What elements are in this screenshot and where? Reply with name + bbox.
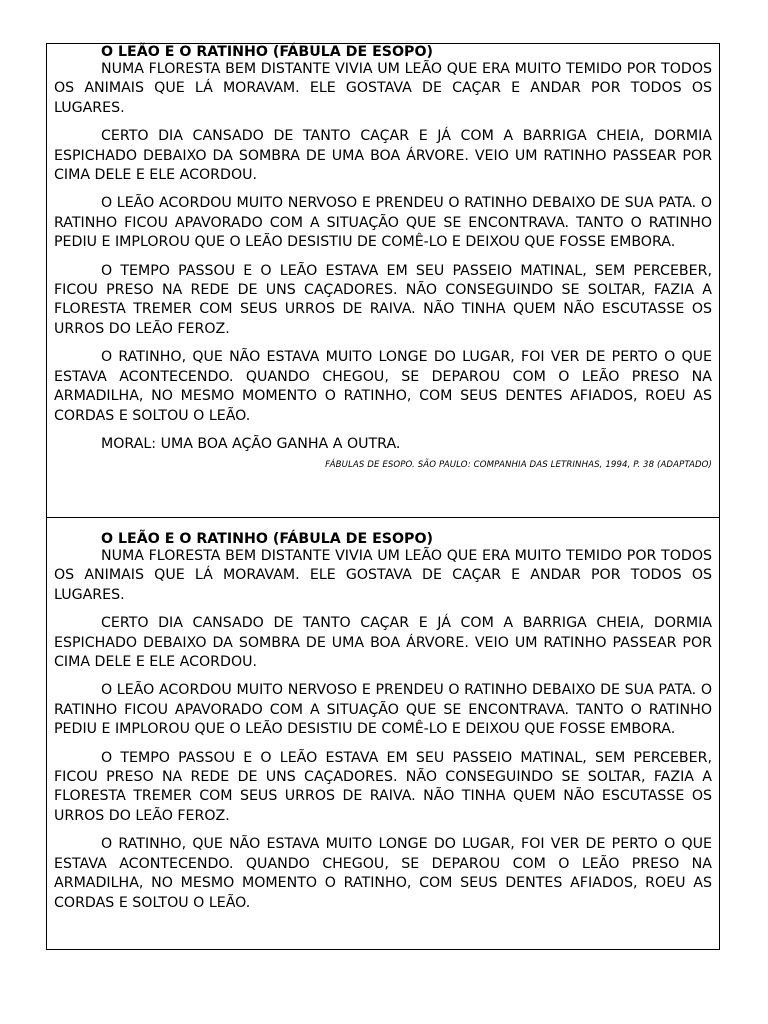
story-copy-1	[47, 44, 719, 517]
story-paragraph-4: O TEMPO PASSOU E O LEÃO ESTAVA EM SEU PASSEIO MATINAL, SEM PERCEBER, FICOU PRESO NA REDE DE UNS CAÇADORES. NÃO CONSEGUINDO SE SOLTAR, FAZIA A FLORESTA TREMER COM SEUS URROS DE RAIVA. NÃO TINHA QUEM NÃO ESCUTASSE OS URROS DO LEÃO FEROZ.	[54, 262, 712, 337]
story-paragraph-3: O LEÃO ACORDOU MUITO NERVOSO E PRENDEU O RATINHO DEBAIXO DE SUA PATA. O RATINHO FICOU APAVORADO COM A SITUAÇÃO QUE SE ENCONTRAVA. TANTO O RATINHO PEDIU E IMPLOROU QUE O LEÃO DESISTIU DE COMÊ-LO E DEIXOU QUE FOSSE EMBORA.	[54, 682, 712, 738]
story-copy-2	[47, 517, 719, 949]
story-paragraph-2: CERTO DIA CANSADO DE TANTO CAÇAR E JÁ COM A BARRIGA CHEIA, DORMIA ESPICHADO DEBAIXO DA SOMBRA DE UMA BOA ÁRVORE. VEIO UM RATINHO PASSEAR POR CIMA DELE E ELE ACORDOU.	[54, 615, 712, 671]
story-title: O LEÃO E O RATINHO (FÁBULA DE ESOPO)	[101, 44, 433, 60]
story-paragraph-1: NUMA FLORESTA BEM DISTANTE VIVIA UM LEÃO QUE ERA MUITO TEMIDO POR TODOS OS ANIMAIS QUE LÁ MORAVAM. ELE GOSTAVA DE CAÇAR E ANDAR POR TODOS OS LUGARES.	[54, 61, 712, 116]
story-paragraph-2: CERTO DIA CANSADO DE TANTO CAÇAR E JÁ COM A BARRIGA CHEIA, DORMIA ESPICHADO DEBAIXO DA SOMBRA DE UMA BOA ÁRVORE. VEIO UM RATINHO PASSEAR POR CIMA DELE E ELE ACORDOU.	[54, 128, 712, 184]
story-moral: MORAL: UMA BOA AÇÃO GANHA A OUTRA.	[101, 435, 401, 452]
story-paragraph-5: O RATINHO, QUE NÃO ESTAVA MUITO LONGE DO LUGAR, FOI VER DE PERTO O QUE ESTAVA ACONTECENDO. QUANDO CHEGOU, SE DEPAROU COM O LEÃO PRESO NA ARMADILHA, NO MESMO MOMENTO O RATINHO, COM SEUS DENTES AFIADOS, ROEU AS CORDAS E SOLTOU O LEÃO.	[54, 349, 712, 424]
story-source-citation: FÁBULAS DE ESOPO. SÃO PAULO: COMPANHIA DAS LETRINHAS, 1994, P. 38 (ADAPTADO)	[325, 460, 712, 471]
story-paragraph-1: NUMA FLORESTA BEM DISTANTE VIVIA UM LEÃO QUE ERA MUITO TEMIDO POR TODOS OS ANIMAIS QUE LÁ MORAVAM. ELE GOSTAVA DE CAÇAR E ANDAR POR TODOS OS LUGARES.	[54, 548, 712, 603]
worksheet-page	[46, 43, 720, 950]
story-title: O LEÃO E O RATINHO (FÁBULA DE ESOPO)	[101, 531, 433, 547]
story-paragraph-3: O LEÃO ACORDOU MUITO NERVOSO E PRENDEU O RATINHO DEBAIXO DE SUA PATA. O RATINHO FICOU APAVORADO COM A SITUAÇÃO QUE SE ENCONTRAVA. TANTO O RATINHO PEDIU E IMPLOROU QUE O LEÃO DESISTIU DE COMÊ-LO E DEIXOU QUE FOSSE EMBORA.	[54, 195, 712, 251]
story-paragraph-5: O RATINHO, QUE NÃO ESTAVA MUITO LONGE DO LUGAR, FOI VER DE PERTO O QUE ESTAVA ACONTECENDO. QUANDO CHEGOU, SE DEPAROU COM O LEÃO PRESO NA ARMADILHA, NO MESMO MOMENTO O RATINHO, COM SEUS DENTES AFIADOS, ROEU AS CORDAS E SOLTOU O LEÃO.	[54, 836, 712, 911]
story-paragraph-4: O TEMPO PASSOU E O LEÃO ESTAVA EM SEU PASSEIO MATINAL, SEM PERCEBER, FICOU PRESO NA REDE DE UNS CAÇADORES. NÃO CONSEGUINDO SE SOLTAR, FAZIA A FLORESTA TREMER COM SEUS URROS DE RAIVA. NÃO TINHA QUEM NÃO ESCUTASSE OS URROS DO LEÃO FEROZ.	[54, 749, 712, 824]
